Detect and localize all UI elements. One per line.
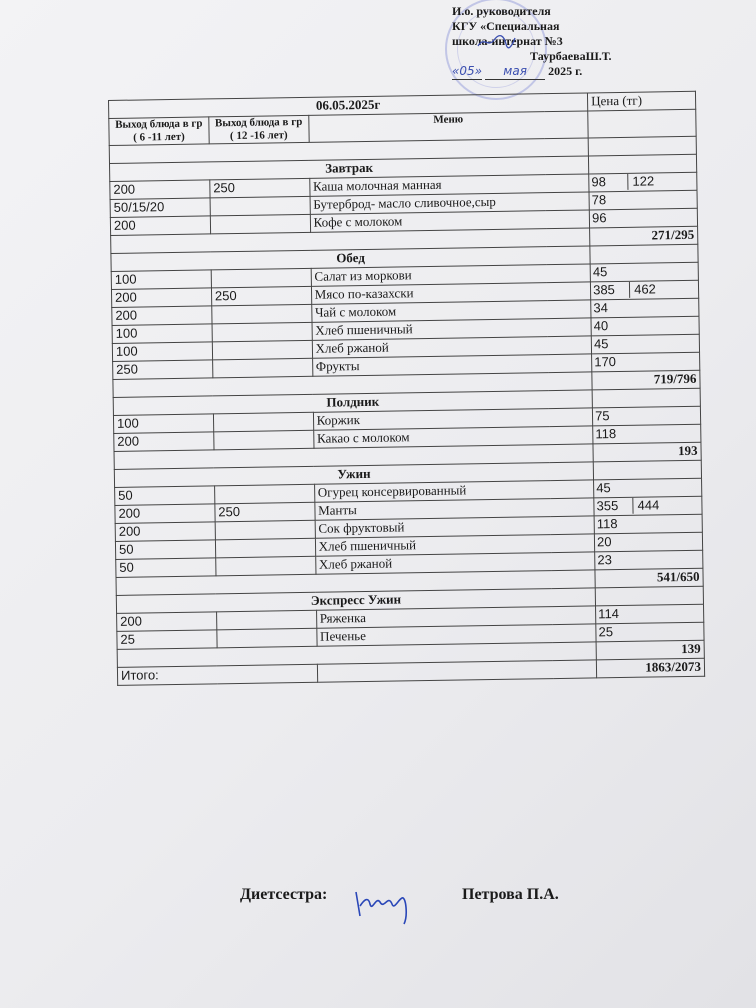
blank-cell [590,244,698,264]
yield-small: 200 [112,306,212,326]
yield-big [212,322,312,342]
price-cell [594,514,702,534]
section-total: 719/796 [592,370,700,390]
approval-title: И.о. руководителя [452,4,551,18]
price-cell [596,604,704,624]
yield-big [212,304,312,324]
dish-name: Чай с молоком [311,300,591,322]
price-cell [591,280,699,300]
price-6-11: 40 [593,318,609,334]
dish-name: Кофе с молоком [310,210,590,232]
yield-small: 100 [113,414,213,434]
yield-big [216,610,316,630]
approval-day: «05» [452,64,483,78]
price-6-11: 170 [594,354,617,370]
menu-table [108,91,705,686]
price-6-11: 78 [591,192,607,208]
yield-big: 250 [211,286,311,306]
dish-name: Салат из моркови [311,264,591,286]
yield-big [211,268,311,288]
yield-big [214,430,314,450]
price-6-11: 20 [596,534,612,550]
price-6-11: 98 [591,174,607,190]
dish-name: Фрукты [312,354,592,376]
price-cell [590,262,698,282]
price-cell [589,172,697,192]
approval-year: 2025 г. [548,64,583,78]
price-12-16: 462 [629,281,656,297]
dietitian-label: Диетсестра: [240,886,328,903]
yield-small: 25 [117,630,217,650]
yield-small: 200 [115,522,215,542]
dish-name: Хлеб пшеничный [315,534,595,556]
yield-small: 100 [112,342,212,362]
yield-small: 100 [112,324,212,344]
header-yield-12-16: Выход блюда в гр ( 12 -16 лет) [209,115,309,144]
blank-cell [593,460,701,480]
price-12-16: 122 [627,173,654,189]
dish-name: Хлеб ржаной [315,552,595,574]
yield-small: 200 [114,432,214,452]
header-price-blank [588,109,696,138]
section-title: Полдник [113,390,592,416]
yield-small: 50 [115,540,215,560]
dish-name: Манты [315,498,595,520]
dish-name: Коржик [313,408,593,430]
approval-org: КГУ «Специальная [452,19,560,33]
blank-cell [588,136,696,156]
table-date: 06.05.2025г [109,93,588,119]
price-cell [591,334,699,354]
section-total: 271/295 [590,226,698,246]
yield-small: 200 [111,288,211,308]
price-6-11: 23 [597,552,612,568]
price-6-11: 385 [593,282,615,298]
price-6-11: 34 [593,300,609,316]
blank-cell [595,586,703,606]
price-6-11: 45 [592,264,608,280]
price-6-11: 45 [593,336,609,352]
grand-total-value: 1863/2073 [596,658,704,678]
price-header: Цена (тг) [588,91,696,111]
approval-signature [476,34,516,50]
yield-small: 200 [110,180,210,200]
approval-month: мая [485,64,545,80]
yield-big [217,628,317,648]
dish-name: Хлеб пшеничный [312,318,592,340]
yield-small: 50 [115,486,215,506]
yield-big: 250 [210,178,310,198]
yield-small: 200 [110,216,210,236]
approval-name: ТаурбаеваШ.Т. [530,49,612,63]
price-cell [589,190,697,210]
yield-big [215,538,315,558]
header-menu: Меню [308,111,588,142]
yield-small: 200 [115,504,215,524]
yield-small: 50 [116,558,216,578]
price-cell [594,478,702,498]
price-cell [594,496,702,516]
price-6-11: 118 [595,426,617,442]
yield-big [212,358,312,378]
yield-big [210,196,310,216]
price-6-11: 118 [596,516,618,532]
yield-big [216,556,316,576]
dish-name: Ряженка [316,606,596,628]
yield-small: 200 [117,612,217,632]
price-cell [589,208,697,228]
price-cell [593,424,701,444]
price-cell [594,532,702,552]
yield-big: 250 [215,502,315,522]
dish-name: Мясо по-казахски [311,282,591,304]
dish-name: Хлеб ржаной [312,336,592,358]
price-12-16: 444 [632,497,659,513]
section-total: 139 [596,640,704,660]
grand-total-label: Итого: [117,664,317,685]
yield-big [212,340,312,360]
section-total: 541/650 [595,568,703,588]
yield-big [215,520,315,540]
section-total: 193 [593,442,701,462]
yield-big [214,484,314,504]
price-cell [592,352,700,372]
dietitian-signature [350,886,420,928]
price-6-11: 114 [598,606,620,622]
price-6-11: 355 [596,498,619,514]
approval-date [452,64,742,80]
price-cell [591,316,699,336]
blank-cell [589,154,697,174]
price-6-11: 25 [598,624,614,640]
yield-small: 100 [111,270,211,290]
section-title: Завтрак [109,156,588,182]
dish-name: Бутерброд- масло сливочное,сыр [310,192,590,214]
price-6-11: 45 [596,480,611,496]
price-6-11: 96 [591,210,607,226]
dish-name: Какао с молоком [313,426,593,448]
section-title: Обед [111,246,590,272]
yield-big [213,412,313,432]
section-title: Ужин [114,462,593,488]
blank-cell [592,388,700,408]
dish-name: Печенье [316,624,596,646]
section-title: Экспресс Ужин [116,588,595,614]
price-cell [591,298,699,318]
dish-name: Каша молочная манная [309,174,589,196]
yield-small: 50/15/20 [110,198,210,218]
dietitian-name: Петрова П.А. [462,886,559,903]
price-cell [593,406,701,426]
approval-school: школа-интернат №3 [452,34,563,48]
yield-small: 250 [113,360,213,380]
dish-name: Огурец консервированный [314,480,594,502]
price-cell [595,550,703,570]
price-6-11: 75 [595,408,610,424]
dish-name: Сок фруктовый [315,516,595,538]
yield-big [210,214,310,234]
blank-cell [317,660,597,682]
header-yield-6-11: Выход блюда в гр ( 6 -11 лет) [109,117,209,146]
price-cell [596,622,704,642]
